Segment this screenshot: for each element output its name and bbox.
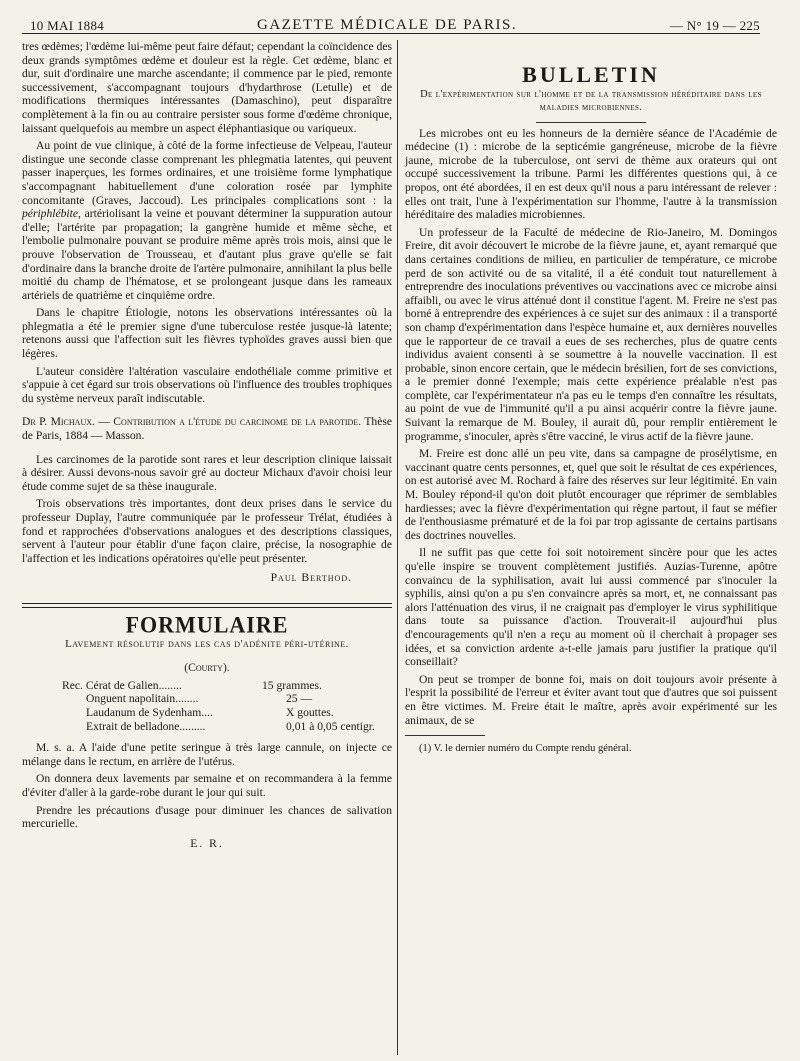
paragraph: On peut se tromper de bonne foi, mais on doit toujours avoir présente à l'esprit la possibilité de l'erreur et éviter avant tout que d'autres que soi puissent en être victimes. M. Freire était le maître, après avoir expérimenté sur les animaux, de se — [405, 672, 777, 727]
journal-title: GAZETTE MÉDICALE DE PARIS. — [256, 17, 518, 33]
section-divider — [22, 603, 392, 608]
page-header — [30, 10, 760, 34]
paragraph: Les carcinomes de la parotide sont rares et leur description clinique laissait à désirer. Aussi devons-nous savoir gré au docteur Michaux d'avoir choisi leur étude comme sujet de sa thèse inaugurale. — [22, 452, 392, 493]
paragraph: On donnera deux lavements par semaine et on recommandera à la femme d'éviter d'aller à la garde-robe durant le jour qui suit. — [22, 772, 392, 799]
recipe-item: Laudanum de Sydenham.... X gouttes. — [86, 705, 334, 719]
header-rule — [22, 33, 760, 34]
issue-page-number: — N° 19 — 225 — [670, 18, 760, 33]
recipe-item: Extrait de belladone......... 0,01 à 0,05 centigr. — [86, 719, 375, 733]
paragraph: Les microbes ont eu les honneurs de la dernière séance de l'Académie de médecine (1) : microbe de la septicémie gangréneuse, microbe de la fièvre jaune, microbe de la tuberculose, ont servi de thème aux orateurs qui ont occupé successivement la tribune. Parmi les différentes questions qui, à ce propos, ont été abordées, il en est deux qu'il nous a paru intéressant de relever : elles ont trait, l'une à l'expérimentation sur l'homme, l'autre à la transmission héréditaire des maladies microbiennes. — [405, 126, 777, 222]
paragraph: tres œdèmes; l'œdème lui-même peut faire défaut; cependant la coïncidence des deux grands symptômes œdème et douleur est la règle. Cet œdème, blanc et dur, suit d'ordinaire une marche ascendante; il commence par le pied, remonte successivement, s'accompagnant toujours d'hydarthrose (Letulle) et de modifications thermiques intéressantes (Damaschino), peut disparaître complètement à la fin ou au contraire persister sous forme d'œdème chronique, laissant quelquefois au membre un aspect éléphantiasique ou variqueux. — [22, 40, 392, 135]
right-column — [405, 40, 777, 760]
section-subtitle: Lavement résolutif dans les cas d'adénite péri-utérine. — [65, 637, 349, 650]
citation-details: Thèse de Paris, 1884 — Masson. — [22, 415, 393, 443]
paragraph: L'auteur considère l'altération vasculaire endothéliale comme primitive et s'appuie à cet égard sur trois observations où l'influence des troubles trophiques du système nerveux paraît indiscutable. — [22, 364, 392, 405]
recipe-item: Onguent napolitain........ 25 — — [86, 692, 313, 706]
formula-author: (Courty). — [184, 661, 230, 675]
paragraph: M. s. a. A l'aide d'une petite seringue à très large cannule, on injecte ce mélange dans le rectum, en arrière de l'utérus. — [22, 741, 392, 768]
section-subtitle: De l'expérimentation sur l'homme et de la transmission héréditaire dans les maladies microbiennes. — [420, 88, 762, 113]
paragraph: Dans le chapitre Étiologie, notons les observations intéressantes où la phlegmatia a été le premier signe d'une tuberculose restée jusque-là latente; retenons aussi que l'affection suit les fièvres typhoïdes graves aussi bien que légères. — [22, 306, 392, 361]
emphasis: périphlébite — [22, 207, 79, 221]
recipe-item: Rec. Cérat de Galien........ 15 grammes. — [62, 678, 322, 692]
section-title: BULLETIN — [522, 62, 660, 87]
paragraph: Il ne suffit pas que cette foi soit notoirement sincère pour que les actes qu'elle inspire se trouvent complètement justifiés. Auzias-Turenne, apôtre convaincu de la syphilisation, avait lui aussi commencé par s'inoculer la syphilis, ainsi qu'on a pu s'en convaincre après sa mort, et, ne connaissant pas alors l'atténuation des virus, il ne craignait pas d'employer le virus syphilitique dans toute sa puissance d'action. Trouverait-il aujourd'hui plus d'encouragements qu'il n'en a reçu au moment où il cherchait à propager ses idées, et sa conviction ardente a-t-elle jamais paru justifier la pratique qu'il conseillait? — [405, 546, 777, 669]
citation-title: — Contribution a l'étude du carcinome de la parotide. — [94, 415, 362, 429]
author-initials: E. R. — [190, 836, 224, 850]
left-column — [22, 40, 392, 850]
footnote-rule — [405, 735, 485, 736]
author-signature: Paul Berthod. — [270, 571, 352, 585]
paragraph: Un professeur de la Faculté de médecine de Rio-Janeiro, M. Domingos Freire, dit avoir découvert le microbe de la fièvre jaune, et, ayant remarqué que dans certaines conditions de milieu, en particulier de température, ce microbe perd de son activité ou de sa vitalité, il a été conduit tout naturellement à entreprendre des inoculations préventives ou vaccinations avec ce microbe ainsi affaibli, ou avec le virus atténué dont il constitue l'agent. M. Freire ne s'est pas borné à entreprendre des expériences à ce sujet sur des animaux : il a transporté son champ d'expérimentation dans l'espèce humaine et, aux dernières nouvelles que le rapporteur de ce travail a eues de ses recherches, plus de quatre cents individus avaient consenti à se soumettre à la nouvelle vaccination. Il est probable, sinon encore certain, que le médecin brésilien, fort de ses convictions, a le premier donné l'exemple; mais cette expérience préalable n'est pas complète, car l'expérimentateur n'a pas eu le temps d'en connaître les résultats, au point de vue de l'immunité qu'il a pu ainsi acquérir contre la fièvre jaune. Suivant la remarque de M. Bouley, il aurait dû, pour remplir entièrement le programme, s'inoculer, après s'être vacciné, le virus actif de la fièvre jaune. — [405, 225, 777, 443]
citation-author: Dr P. Michaux. — [22, 415, 95, 429]
paragraph: Prendre les précautions d'usage pour diminuer les chances de salivation mercurielle. — [22, 803, 392, 831]
recipe-list — [62, 679, 392, 733]
paragraph: M. Freire est donc allé un peu vite, dans sa campagne de prosélytisme, en vaccinant quatre cents personnes, et, quel que soit le résultat de ces expériences, on est autorisé avec M. Rochard à faire des réserves sur leur légitimité. En vain M. Bouley répond-il qu'on doit plutôt encourager que réprimer de semblables hardiesses; avec la fièvre d'expérimentation qui règne partout, il faut se méfier de l'enthousiasme prématuré et de la foi par trop agissante de certains partisans des doctrines nouvelles. — [405, 447, 777, 542]
paragraph: Trois observations très importantes, dont deux prises dans le service du professeur Duplay, l'autre communiquée par le professeur Trélat, étudiées à fond et rapprochées d'observations analogues et des descriptions classiques, servent à l'auteur pour établir d'une façon claire, précise, la nosographie de l'affection et les indications opératoires qu'elle peut présenter. — [22, 497, 392, 565]
paragraph: Au point de vue clinique, à côté de la forme infectieuse de Velpeau, l'auteur distingue une seconde classe comprenant les phlegmatia latentes, qui peuvent passer inaperçues, les formes ordinaires, et une troisième forme lymphatique s'accompagnant habituellement d'une coloration rosée par lymphite concomitante (Graves, Jaccoud). Les principales complications sont : la périphlébite, artériolisant la veine et pouvant déterminer la suppuration autour d'elle; l'artérite par propagation; la gangrène humide et même sèche, et l'embolie pulmonaire pouvant se produire même après trois mois, ainsi que le prouve l'observation de Trousseau, et d'autant plus grave qu'elle se fait d'ordinaire dans la branche droite de l'artère pulmonaire, annihilant la plus belle moitié du champ de l'hématose, et se prolongeant jusque dans les rameaux artériels de quatrième et cinquième ordre. — [22, 139, 392, 302]
column-divider — [397, 40, 398, 1055]
section-title: FORMULAIRE — [125, 611, 289, 638]
title-rule — [536, 122, 646, 123]
footnote: (1) V. le dernier numéro du Compte rendu général. — [419, 743, 632, 755]
review-citation — [22, 415, 392, 442]
header-date: 10 MAI 1884 — [30, 18, 105, 33]
